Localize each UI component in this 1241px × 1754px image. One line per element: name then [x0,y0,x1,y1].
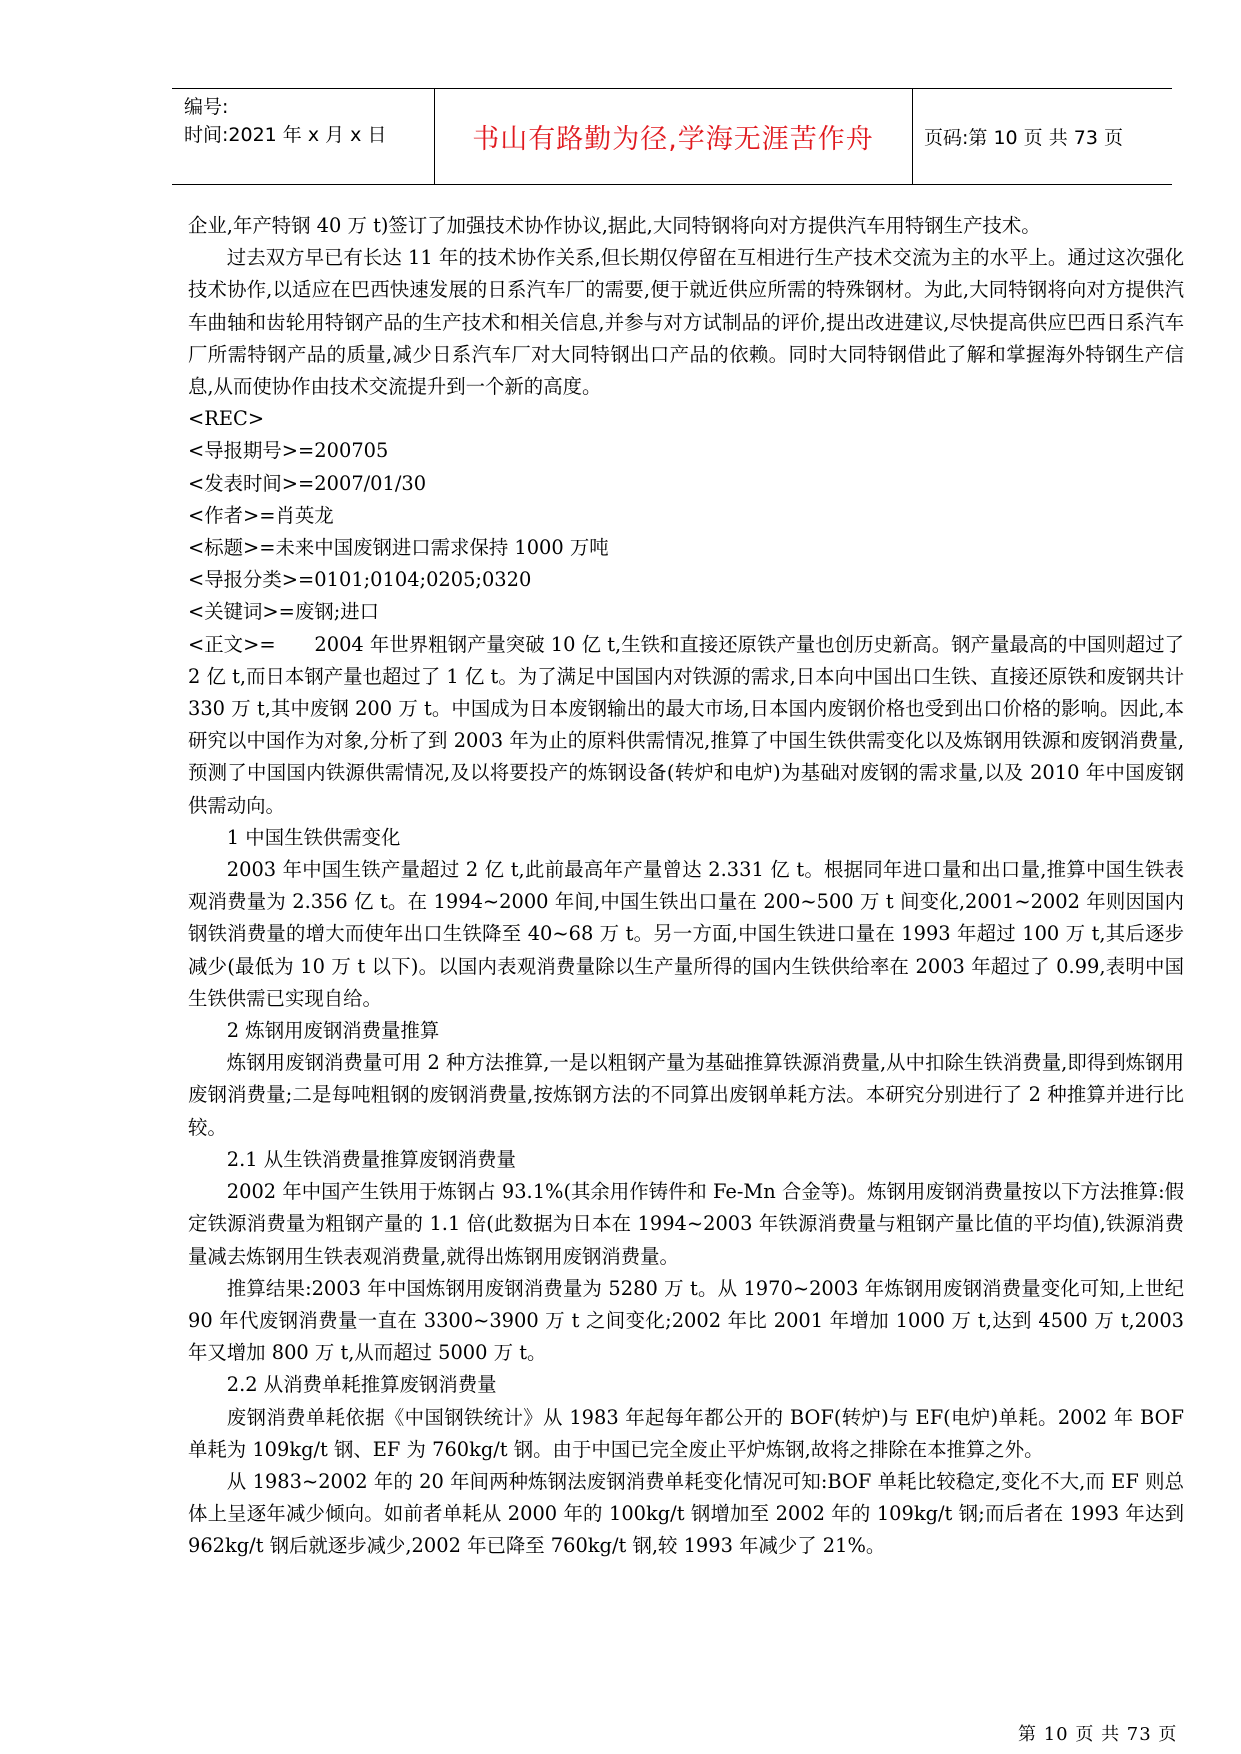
body-paragraph: 2.1 从生铁消费量推算废钢消费量 [226,1147,516,1171]
page-footer: 第 10 页 共 73 页 [1018,1724,1178,1745]
body-paragraph: <导报分类>=0101;0104;0205;0320 [188,568,532,592]
document-time-label: 时间:2021 年 x 月 x 日 [184,124,387,146]
body-paragraph: <发表时间>=2007/01/30 [188,471,427,495]
body-paragraph: 废钢消费单耗依据《中国钢铁统计》从 1983 年起每年都公开的 BOF(转炉)与 EF(电炉)单耗。2002 年 BOF 单耗为 109kg/t 钢、EF 为 760kg/t 钢。由于中国已完全废止平炉炼钢,故将之排除在本推算之外。 [188,1405,1184,1461]
body-paragraph: <正文>= 2004 年世界粗钢产量突破 10 亿 t,生铁和直接还原铁产量也创历史新高。钢产量最高的中国则超过了 2 亿 t,而日本钢产量也超过了 1 亿 t。为了满足中国国内对铁源的需求,日本向中国出口生铁、直接还原铁和废钢共计 330 万 t,其中废钢 200 万 t。中国成为日本废钢输出的最大市场,日本国内废钢价格也受到出口价格的影响。因此,本研究以中国作为对象,分析了到 2003 年为止的原料供需情况,推算了中国生铁供需变化以及炼钢用铁源和废钢消费量,预测了中国国内铁源供需情况,及以将要投产的炼钢设备(转炉和电炉)为基础对废钢的需求量,以及 2010 年中国废钢供需动向。 [188,632,1184,817]
body-paragraph: 2003 年中国生铁产量超过 2 亿 t,此前最高年产量曾达 2.331 亿 t。根据同年进口量和出口量,推算中国生铁表观消费量为 2.356 亿 t。在 1994~2000 年间,中国生铁出口量在 200~500 万 t 间变化,2001~2002 年则因国内钢铁消费量的增大而使年出口生铁降至 40~68 万 t。另一方面,中国生铁进口量在 1993 年超过 100 万 t,其后逐步减少(最低为 10 万 t 以下)。以国内表观消费量除以生产量所得的国内生铁供给率在 2003 年超过了 0.99,表明中国生铁供需已实现自给。 [188,858,1184,1010]
header-motto: 书山有路勤为径,学海无涯苦作舟 [472,124,874,155]
document-number-label: 编号: [184,96,229,118]
body-paragraph: <作者>=肖英龙 [188,503,334,527]
body-paragraph: 推算结果:2003 年中国炼钢用废钢消费量为 5280 万 t。从 1970~2003 年炼钢用废钢消费量变化可知,上世纪 90 年代废钢消费量一直在 3300~3900 万 t 之间变化;2002 年比 2001 年增加 1000 万 t,达到 4500 万 t,2003 年又增加 800 万 t,从而超过 5000 万 t。 [188,1276,1184,1365]
body-paragraph: 企业,年产特钢 40 万 t)签订了加强技术协作协议,据此,大同特钢将向对方提供汽车用特钢生产技术。 [188,214,1041,237]
page-header [172,88,1172,185]
body-paragraph: 从 1983~2002 年的 20 年间两种炼钢法废钢消费单耗变化情况可知:BOF 单耗比较稳定,变化不大,而 EF 则总体上呈逐年减少倾向。如前者单耗从 2000 年的 100kg/t 钢增加至 2002 年的 109kg/t 钢;而后者在 1993 年达到 962kg/t 钢后就逐步减少,2002 年已降至 760kg/t 钢,较 1993 年减少了 21%。 [188,1469,1184,1558]
body-paragraph: 2 炼钢用废钢消费量推算 [226,1019,440,1043]
body-paragraph: <标题>=未来中国废钢进口需求保持 1000 万吨 [188,536,609,560]
body-paragraph: <REC> [188,407,265,431]
body-paragraph: 2002 年中国产生铁用于炼钢占 93.1%(其余用作铸件和 Fe-Mn 合金等)。炼钢用废钢消费量按以下方法推算:假定铁源消费量为粗钢产量的 1.1 倍(此数据为日本在 1994~2003 年铁源消费量与粗钢产量比值的平均值),铁源消费量减去炼钢用生铁表观消费量,就得出炼钢用废钢消费量。 [188,1180,1184,1268]
header-divider-right [912,89,913,184]
header-meta [184,93,434,149]
document-body [188,210,1184,1563]
body-paragraph: <关键词>=废钢;进口 [188,600,380,624]
header-page-number: 页码:第 10 页 共 73 页 [924,127,1123,149]
body-paragraph: 过去双方早已有长达 11 年的技术协作关系,但长期仅停留在互相进行生产技术交流为主的水平上。通过这次强化技术协作,以适应在巴西快速发展的日系汽车厂的需要,便于就近供应所需的特殊钢材。为此,大同特钢将向对方提供汽车曲轴和齿轮用特钢产品的生产技术和相关信息,并参与对方试制品的评价,提出改进建议,尽快提高供应巴西日系汽车厂所需特钢产品的质量,减少日系汽车厂对大同特钢出口产品的依赖。同时大同特钢借此了解和掌握海外特钢生产信息,从而使协作由技术交流提升到一个新的高度。 [188,246,1184,399]
body-paragraph: 2.2 从消费单耗推算废钢消费量 [226,1373,497,1397]
body-paragraph: 1 中国生铁供需变化 [226,825,401,849]
body-paragraph: <导报期号>=200705 [188,439,389,463]
body-paragraph: 炼钢用废钢消费量可用 2 种方法推算,一是以粗钢产量为基础推算铁源消费量,从中扣除生铁消费量,即得到炼钢用废钢消费量;二是每吨粗钢的废钢消费量,按炼钢方法的不同算出废钢单耗方法。本研究分别进行了 2 种推算并进行比较。 [188,1051,1184,1139]
